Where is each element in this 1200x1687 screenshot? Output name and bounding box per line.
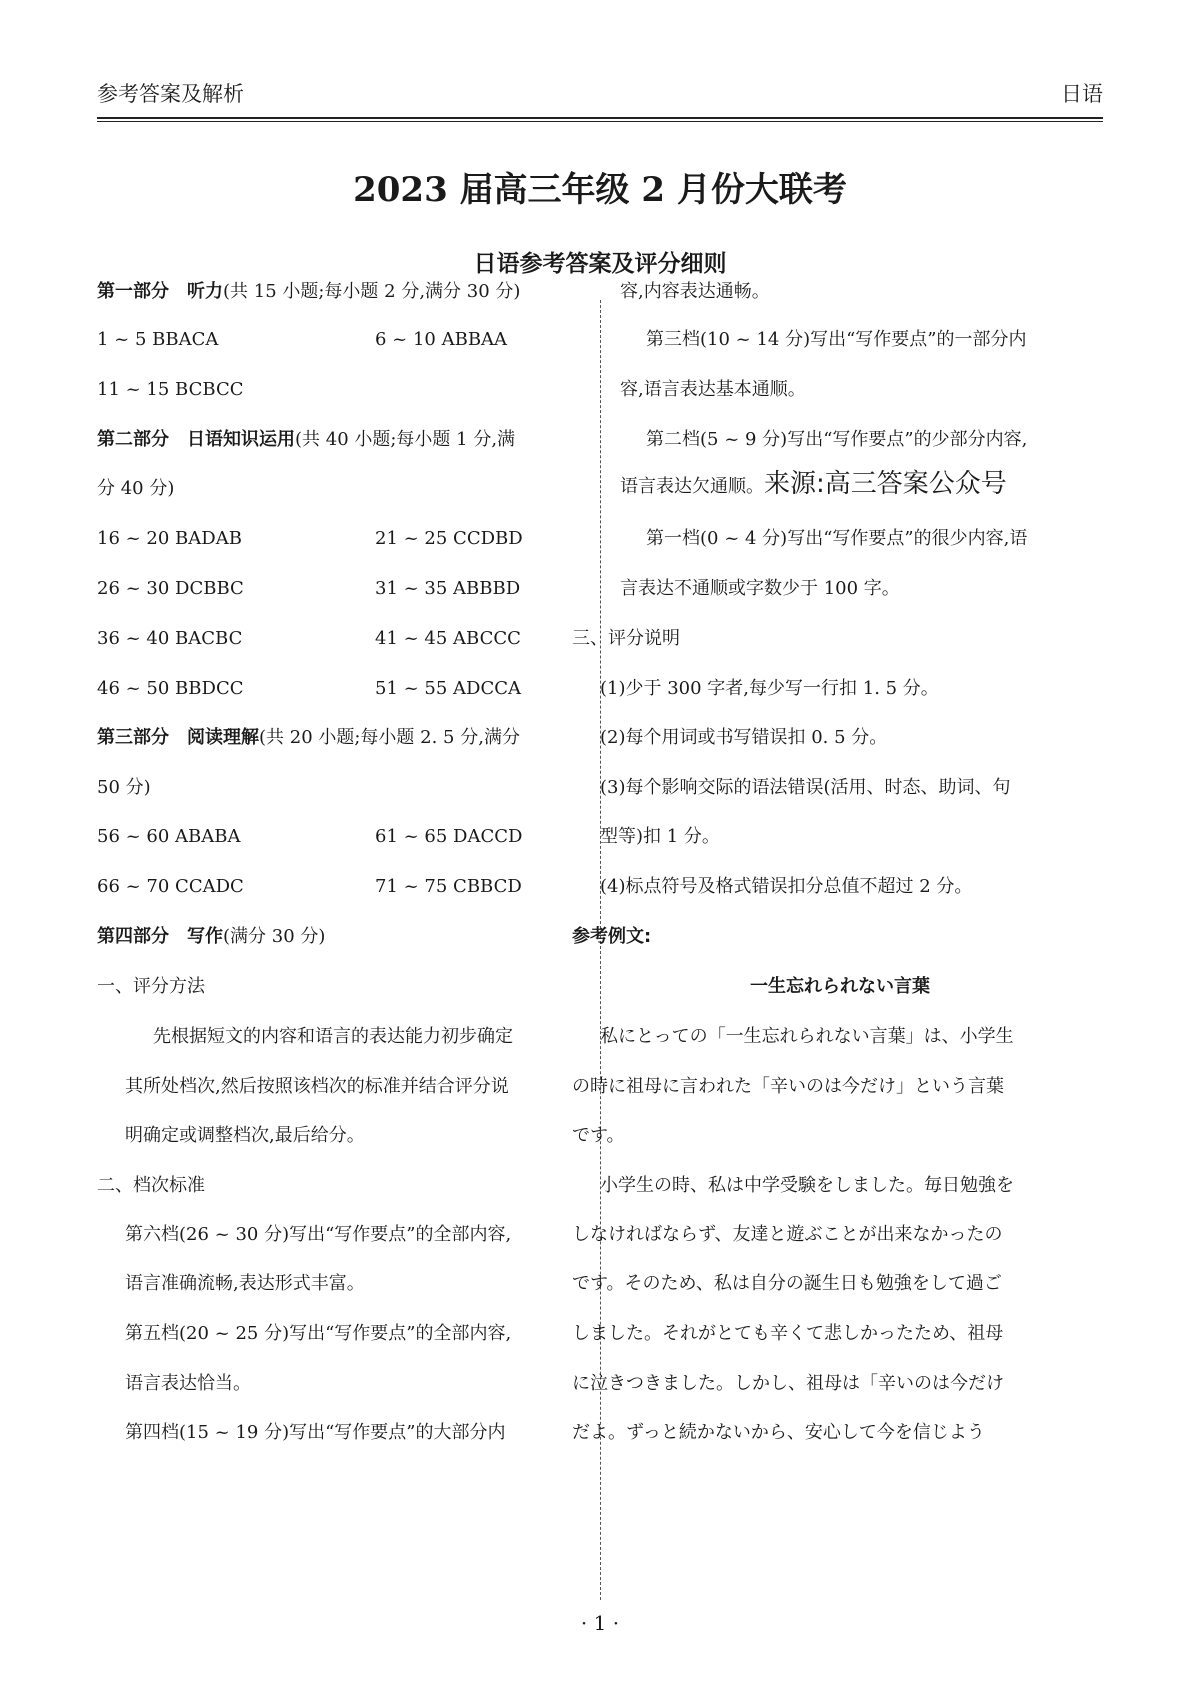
paragraph-line: 第二档(5 ~ 9 分)写出“写作要点”的少部分内容,: [646, 429, 1028, 450]
header-rule-thin: [97, 121, 1103, 122]
answer-group: 21 ~ 25 CCDBD: [375, 528, 523, 549]
header-left: 参考答案及解析: [97, 82, 244, 106]
essay-line: だよ。ずっと続かないから、安心して今を信じよう: [572, 1422, 985, 1443]
essay-line: です。: [572, 1125, 625, 1146]
answer-row: [97, 627, 521, 651]
essay-line: しなければならず、友達と遊ぶことが出来なかったの: [572, 1224, 1003, 1245]
part3-heading: 第三部分 阅读理解: [97, 727, 259, 748]
answer-row: [97, 577, 521, 601]
answer-row: [97, 378, 244, 402]
answer-group: 56 ~ 60 ABABA: [97, 826, 241, 847]
paragraph-line: 第五档(20 ~ 25 分)写出“写作要点”的全部内容,: [125, 1323, 512, 1344]
rule-item: (2)每个用词或书写错误扣 0. 5 分。: [600, 727, 888, 748]
section-heading: 一、评分方法: [97, 976, 205, 997]
header-rule: [97, 117, 1103, 119]
paragraph-line: 容,内容表达通畅。: [620, 281, 770, 302]
answer-row: [97, 328, 508, 352]
part2-heading: 第二部分 日语知识运用: [97, 429, 295, 450]
answer-group: 26 ~ 30 DCBBC: [97, 578, 244, 599]
page-subtitle: 日语参考答案及评分细则: [473, 251, 727, 277]
answer-group: 36 ~ 40 BACBC: [97, 628, 243, 649]
paragraph-line: 语言表达恰当。: [125, 1373, 251, 1394]
example-heading: 参考例文:: [572, 926, 652, 947]
page-title: 2023 届高三年级 2 月份大联考: [353, 170, 847, 210]
paragraph-line: 语言准确流畅,表达形式丰富。: [125, 1273, 365, 1294]
rule-item: 型等)扣 1 分。: [600, 826, 720, 847]
paragraph-line: 明确定或调整档次,最后给分。: [125, 1125, 365, 1146]
answer-group: 61 ~ 65 DACCD: [375, 826, 523, 847]
source-watermark: 来源:高三答案公众号: [764, 469, 1007, 499]
rule-item: (1)少于 300 字者,每少写一行扣 1. 5 分。: [600, 678, 939, 699]
page-number: · 1 ·: [580, 1611, 620, 1635]
answer-group: 51 ~ 55 ADCCA: [375, 678, 522, 699]
section-heading: 三、评分说明: [572, 628, 680, 649]
paragraph-line: 第四档(15 ~ 19 分)写出“写作要点”的大部分内: [125, 1422, 506, 1443]
part1-line: [97, 280, 520, 304]
essay-line: 私にとっての「一生忘れられない言葉」は、小学生: [600, 1026, 1014, 1047]
part1-heading: 第一部分 听力: [97, 281, 223, 302]
answer-group: 71 ~ 75 CBBCD: [375, 876, 522, 897]
part4-line: [97, 925, 325, 949]
paragraph-line: [620, 469, 1007, 499]
part4-heading: 第四部分 写作: [97, 926, 223, 947]
part2-desc-cont: 分 40 分): [97, 478, 175, 499]
answer-row: [97, 527, 523, 551]
part2-line: [97, 428, 515, 452]
essay-line: です。そのため、私は自分の誕生日も勉強をして過ご: [572, 1273, 1002, 1294]
paragraph-line: 先根据短文的内容和语言的表达能力初步确定: [153, 1026, 513, 1047]
answer-row: [97, 875, 522, 899]
section-heading: 二、档次标准: [97, 1175, 205, 1196]
answer-group: 11 ~ 15 BCBCC: [97, 379, 244, 400]
paragraph-line: 言表达不通顺或字数少于 100 字。: [620, 578, 900, 599]
part3-desc: (共 20 小题;每小题 2. 5 分,满分: [259, 727, 520, 748]
paragraph-line: 第三档(10 ~ 14 分)写出“写作要点”的一部分内: [646, 329, 1027, 350]
essay-line: に泣きつきました。しかし、祖母は「辛いのは今だけ: [572, 1373, 1004, 1394]
part3-desc-cont: 50 分): [97, 777, 151, 798]
page-header: [97, 78, 1103, 112]
essay-line: しました。それがとても辛くて悲しかったため、祖母: [572, 1323, 1004, 1344]
essay-line: 小学生の時、私は中学受験をしました。毎日勉強を: [600, 1175, 1014, 1196]
answer-group: 1 ~ 5 BBACA: [97, 329, 219, 350]
part1-desc: (共 15 小题;每小题 2 分,满分 30 分): [223, 281, 521, 302]
answer-row: [97, 677, 522, 701]
example-title: 一生忘れられない言葉: [750, 976, 930, 997]
paragraph-text: 语言表达欠通顺。: [620, 476, 764, 497]
part3-line: [97, 726, 520, 750]
answer-group: 66 ~ 70 CCADC: [97, 876, 244, 897]
rule-item: (3)每个影响交际的语法错误(活用、时态、助词、句: [600, 777, 1011, 798]
rule-item: (4)标点符号及格式错误扣分总值不超过 2 分。: [600, 876, 973, 897]
column-divider: [600, 300, 601, 1600]
answer-group: 6 ~ 10 ABBAA: [375, 329, 508, 350]
paragraph-line: 容,语言表达基本通顺。: [620, 379, 806, 400]
answer-group: 46 ~ 50 BBDCC: [97, 678, 244, 699]
header-right: 日语: [1061, 82, 1103, 106]
answer-row: [97, 825, 523, 849]
answer-group: 41 ~ 45 ABCCC: [375, 628, 521, 649]
paragraph-line: 其所处档次,然后按照该档次的标准并结合评分说: [125, 1076, 509, 1097]
paragraph-line: 第六档(26 ~ 30 分)写出“写作要点”的全部内容,: [125, 1224, 512, 1245]
essay-line: の時に祖母に言われた「辛いのは今だけ」という言葉: [572, 1076, 1004, 1097]
part2-desc: (共 40 小题;每小题 1 分,满: [295, 429, 516, 450]
paragraph-line: 第一档(0 ~ 4 分)写出“写作要点”的很少内容,语: [646, 528, 1028, 549]
answer-group: 16 ~ 20 BADAB: [97, 528, 242, 549]
part4-desc: (满分 30 分): [223, 926, 326, 947]
answer-group: 31 ~ 35 ABBBD: [375, 578, 521, 599]
